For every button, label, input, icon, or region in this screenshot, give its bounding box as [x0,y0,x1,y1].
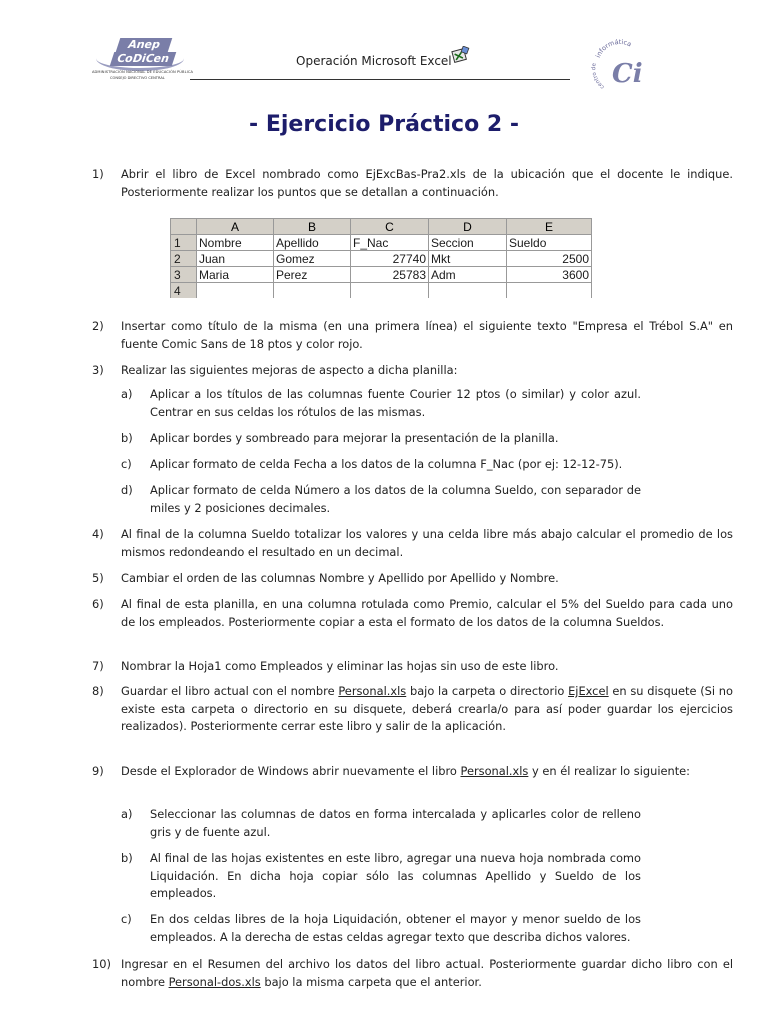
table-row [171,235,592,251]
table-cell: Sueldo [507,235,592,251]
logo-ci-mark: Ci [612,59,643,89]
header-rule [190,79,570,80]
filename-link: Personal.xls [338,684,407,698]
excel-icon [450,46,470,64]
row-header: 4 [171,283,197,299]
item-text-part: bajo la misma carpeta que el anterior. [260,974,482,989]
row-header: 2 [171,251,197,267]
table-cell: Perez [274,267,351,283]
item-text-part: bajo la carpeta o directorio [406,684,569,698]
column-header-row [171,219,592,235]
table-cell: Adm [429,267,507,283]
table-cell: Nombre [197,235,274,251]
item-text: Insertar como título de la misma (en una primera línea) el siguiente texto "Empresa el Trébol S.A" en fuente Comic Sans de 18 ptos y color rojo. [121,319,733,351]
row-header: 3 [171,267,197,283]
table-cell: Juan [197,251,274,267]
item-text [121,763,733,781]
item-number: 7) [92,659,104,673]
table-cell: Gomez [274,251,351,267]
filename-link: Personal-dos.xls [168,974,261,989]
item-number: 4) [92,527,104,541]
item-text: Cambiar el orden de las columnas Nombre y Apellido por Apellido y Nombre. [121,571,559,585]
item-text: Al final de la columna Sueldo totalizar los valores y una celda libre más abajo calcular el promedio de los mismos redondeando el resultado en un decimal. [121,527,733,559]
item-number: 5) [92,571,104,585]
subitem-text: En dos celdas libres de la hoja Liquidación, obtener el mayor y menor sueldo de los empleados. A la derecha de estas celdas agregar texto que describa dichos valores. [150,912,641,944]
subitem-text: Al final de las hojas existentes en este libro, agregar una nueva hoja nombrada como Liquidación. En dicha hoja copiar sólo las columnas Apellido y Sueldo de los empleados. [150,851,641,900]
item-text [121,956,733,991]
logo-codicen-text: CoDiCen [110,52,177,66]
subitem-letter: b) [121,431,133,445]
table-cell: 2500 [507,251,592,267]
table-cell [351,283,429,299]
document-header-title: Operación Microsoft Excel [296,54,452,68]
item-number: 3) [92,363,104,377]
page-title: - Ejercicio Práctico 2 - [249,112,519,137]
item-number: 1) [92,167,104,181]
table-cell: Apellido [274,235,351,251]
table-cell [197,283,274,299]
table-cell [274,283,351,299]
logo-arc-top-text: informática [593,37,633,59]
table-row [171,267,592,283]
logo-subtitle-2: CONSEJO DIRECTIVO CENTRAL [110,76,165,80]
subitem-letter: d) [121,483,133,497]
table-cell: 3600 [507,267,592,283]
item-number: 6) [92,597,104,611]
item-text [121,683,733,736]
filename-link: Personal.xls [460,764,529,778]
item-text: Al final de esta planilla, en una columna rotulada como Premio, calcular el 5% del Sueldo para cada uno de los empleados. Posteriormente copiar a esta el formato de los datos de la columna Sueldos. [121,597,733,629]
item-text: Abrir el libro de Excel nombrado como EjExcBas-Pra2.xls de la ubicación que el docente le indique. Posteriormente realizar los puntos que se detallan a continuación. [121,167,733,199]
item-number: 2) [92,319,104,333]
table-cell: F_Nac [351,235,429,251]
subitem-letter: c) [121,912,132,926]
logo-arc-left-text: centro de [591,62,606,90]
item-text-part: Ingresar en el Resumen del archivo los datos del libro actual. Posteriormente guardar dicho libro con el nombre [121,957,733,989]
folder-link: EjExcel [568,684,609,698]
subitem-text: Aplicar formato de celda Número a los datos de la columna Sueldo, con separador de miles y 2 posiciones decimales. [150,483,641,515]
spreadsheet-table [170,218,592,298]
item-text-part: Guardar el libro actual con el nombre [121,684,339,698]
subitem-text: Aplicar bordes y sombreado para mejorar la presentación de la planilla. [150,431,559,445]
subitem-letter: c) [121,457,132,471]
item-text: Realizar las siguientes mejoras de aspecto a dicha planilla: [121,363,458,377]
item-text-part: en su disquete (Si no existe esta carpeta o directorio en su disquete, deberá crearla/o para así poder guardar los ejercicios realizados). Posteriormente cerrar este libro y salir de la aplicación. [121,684,733,733]
table-cell: 27740 [351,251,429,267]
item-text-part: y en él realizar lo siguiente: [528,764,691,778]
table-cell [507,283,592,299]
svg-text:informática [594,38,633,59]
table-cell: Seccion [429,235,507,251]
subitem-letter: a) [121,387,133,401]
column-header: C [351,219,429,235]
centro-informatica-logo [590,36,650,96]
page-header [0,0,768,100]
table-row [171,283,592,299]
subitem-letter: a) [121,807,133,821]
item-text: Nombrar la Hoja1 como Empleados y eliminar las hojas sin uso de este libro. [121,659,559,673]
table-row [171,251,592,267]
spreadsheet-preview [170,218,592,298]
table-cell: 25783 [351,267,429,283]
svg-text:centro de [591,62,606,90]
logo-anep-text: Anep [116,38,173,52]
subitem-text: Seleccionar las columnas de datos en forma intercalada y aplicarles color de relleno gris y de fuente azul. [150,807,641,839]
column-header: E [507,219,592,235]
subitem-text: Aplicar a los títulos de las columnas fuente Courier 12 ptos (o similar) y color azul. Centrar en sus celdas los rótulos de las mismas. [150,387,641,419]
item-text-part: Desde el Explorador de Windows abrir nuevamente el libro [121,764,461,778]
column-header: B [274,219,351,235]
subitem-letter: b) [121,851,133,865]
subitem-text: Aplicar formato de celda Fecha a los datos de la columna F_Nac (por ej: 12-12-75). [150,457,623,471]
table-cell: Maria [197,267,274,283]
row-header: 1 [171,235,197,251]
table-cell [429,283,507,299]
column-header: A [197,219,274,235]
item-number: 10) [92,957,111,971]
logo-subtitle-1: ADMINISTRACIÓN NACIONAL DE EDUCACIÓN PÚBLICA [92,70,194,74]
table-cell: Mkt [429,251,507,267]
item-number: 9) [92,764,104,778]
item-number: 8) [92,684,104,698]
column-header: D [429,219,507,235]
